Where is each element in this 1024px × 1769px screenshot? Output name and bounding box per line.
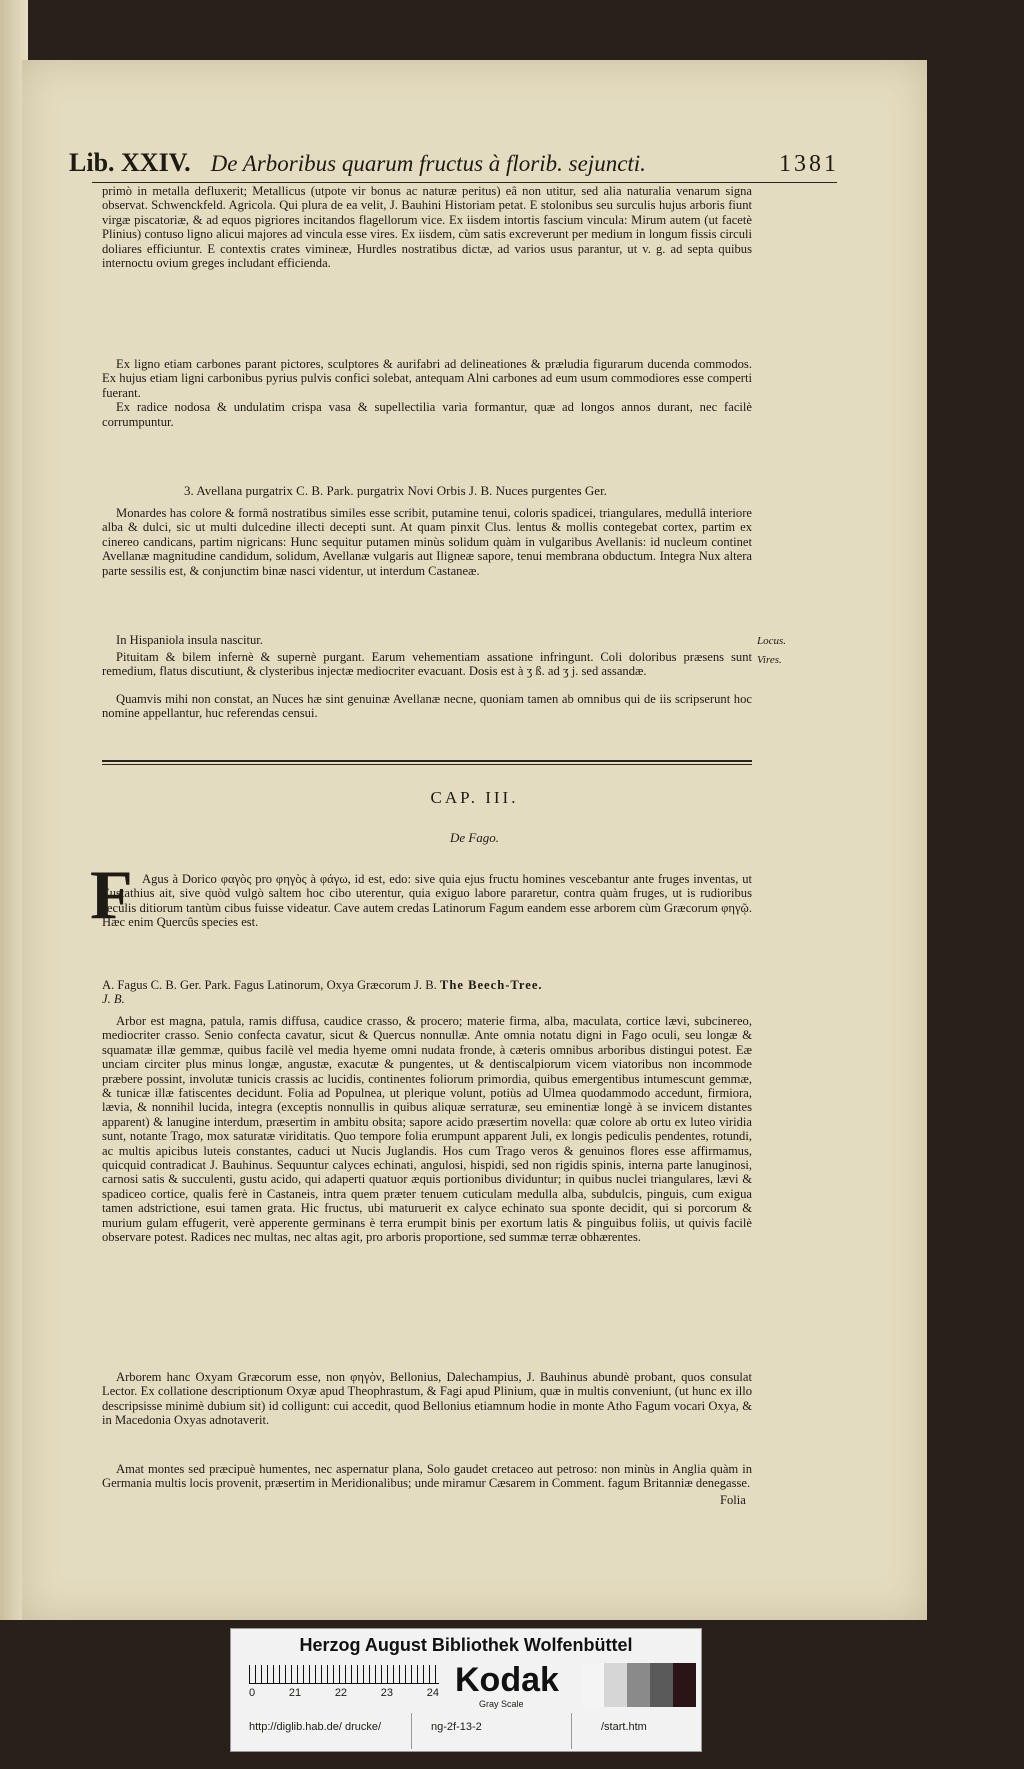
paragraph: Amat montes sed præcipuè humentes, nec aspernatur plana, Solo gaudet cretaceo aut petroso: non minùs in Anglia quàm in Germania multis locis provenit, præsertim in Meridionalibus; unde miramur Cæsarem in Comment. fagum Britanniæ denegasse. xyxy=(102,1462,752,1491)
running-title: De Arboribus quarum fructus à florib. sejuncti. xyxy=(210,151,646,176)
margin-note-locus: Locus. xyxy=(757,635,787,647)
tick-label: 21 xyxy=(288,1687,302,1699)
tick-label: 0 xyxy=(249,1687,256,1699)
paragraph: Arborem hanc Oxyam Græcorum esse, non φηγὸν, Bellonius, Dalechampius, J. Bauhinus abundè probant, quos consulat Lector. Ex collatione descriptionum Oxyæ apud Theophrastum, & Fagi apud Plinium, quæ in multis conveniunt, (ut hunc ex illo descripsisse minimè dubium sit) id colligunt: cui accedit, quod Bellonius etiamnum hodie in monte Atho Fagum vocari Oxya, & in Macedonia Oxyas adnotaverit. xyxy=(102,1370,752,1428)
library-name: Herzog August Bibliothek Wolfenbüttel xyxy=(299,1635,633,1655)
gray-patch xyxy=(627,1663,650,1707)
shelfmark: ng-2f-13-2 xyxy=(431,1721,482,1733)
paragraph: Agus à Dorico φαγὸς pro φηγὸς à φάγω, id est, edo: sive quia ejus fructu homines vescebantur ante fruges inventas, ut Eustathius ait, sive quòd vulgò saltem hoc cibo uterentur, quia exiguo labore pararetur, contra quàm fruges, ut is rudioribus seculis ditiorum tantùm cibus fuisse videatur. Cave autem credas Latinorum Fagum eandem esse arborem cùm Græcorum φηγῷ. Hæc enim Quercûs species est. xyxy=(102,872,752,930)
margin-note-vires: Vires. xyxy=(757,654,782,666)
english-name: The Beech-Tree. xyxy=(439,978,543,992)
url-text: http://diglib.hab.de/ drucke/ xyxy=(249,1721,382,1733)
ruler xyxy=(249,1665,439,1684)
gray-patch xyxy=(650,1663,673,1707)
paragraph: In Hispaniola insula nascitur. xyxy=(116,633,263,647)
kodak-logo: Kodak xyxy=(455,1661,559,1699)
tick-label: 22 xyxy=(334,1687,348,1699)
paragraph: Monardes has colore & formâ nostratibus similes esse scribit, putamine tenui, coloris spadicei, triangulares, medullâ interiore alba & dulci, sic ut multi dulcedine illecti decepti sunt. At quam pinxit Clus. lentus & mollis contegebat cortex, partim ex cinereo candicans, partim nigricans: Hunc sequitur putamen minùs solidum quàm in vulgaribus Avellanis: id nucleum continet Avellanæ magnitudine candidum, solidum, Avellanæ vulgaris aut Iligneæ sapore, tenui membrana obductum. Integra Nux altera parte sessilis est, & conjunctim binæ nasci videntur, ut interdum Castaneæ. xyxy=(102,506,752,578)
chapter-subtitle: De Fago. xyxy=(449,830,500,845)
species-heading: 3. Avellana purgatrix C. B. Park. purgatrix Novi Orbis J. B. Nuces purgentes Ger. xyxy=(184,483,607,498)
paragraph: primò in metalla defluxerit; Metallicus (utpote vir bonus ac naturæ peritus) eâ non utitur, sed alia naturalia venarum signa observat. Schwenckfeld. Agricola. Qui plura de ea velit, J. Bauhini Historiam petat. E stolonibus seu surculis hujus arboris fiunt virgæ piscatoriæ, & ad equos pigriores incitandos flagellorum vice. Ex iisdem intortis fascium vincula: Mirum autem (ut facetè Plinius) contuso ligno alicui majores ad vincula esse vires. Ex iisdem, cùm satis excreverunt per medium in longum fissis circuli doliares efficiuntur. E contextis crates vimineæ, Hurdles nostratibus dictæ, ad varios usus parantur, ut v. g. ad septa quibus internoctu ovium greges includant efficienda. xyxy=(102,184,752,271)
paragraph-text: Ex ligno etiam carbones parant pictores, sculptores & aurifabri ad delineationes & præludia figurarum ducenda commodos. Ex hujus etiam ligni carbonibus pyrius pulvis confici solebat, antequam Alni carbones ad eum usum commodiores esse comperti fuerant. xyxy=(102,357,752,400)
running-header xyxy=(69,148,839,178)
author-abbrev: J. B. xyxy=(102,992,125,1007)
paragraph: Quamvis mihi non constat, an Nuces hæ sint genuinæ Avellanæ necne, quoniam tamen ab omnibus qui de iis scripserunt hoc nomine appellantur, huc referendas censui. xyxy=(102,692,752,721)
ruler-ticks xyxy=(249,1687,439,1699)
section-rule xyxy=(102,764,752,765)
paragraph-text: Ex radice nodosa & undulatim crispa vasa & supellectilia varia formantur, quæ ad longos annos durant, nec facilè corrumpuntur. xyxy=(102,400,752,429)
gray-patch xyxy=(673,1663,696,1707)
divider xyxy=(571,1713,572,1749)
tick-label: 24 xyxy=(426,1687,439,1699)
start-link-text: /start.htm xyxy=(601,1721,647,1733)
drop-cap: F xyxy=(90,857,133,934)
paragraph: Arbor est magna, patula, ramis diffusa, caudice crasso, & procero; materie firma, alba, maculata, cortice lævi, subcinereo, mediocriter crasso. Senio confecta cavatur, sicut & Quercus nonnullæ. Ante omnia notatu digni in Fago oculi, seu longæ & squamatæ illæ gemmæ, quibus facilè vel media hyeme omni nudata fronde, à cæteris omnibus arboribus distingui potest. Eæ unciam circiter plus minus longæ, angustæ, exacutæ & pungentes, ut & dentiscalpiorum vicem viatoribus non incommode præbere possint, involutæ tunicis crassis ac lucidis, continentes foliorum primordia, quibus emergentibus intumescunt gemmæ, & tunicæ illæ fatiscentes decidunt. Folia ad Populnea, ut plerique volunt, potiùs ad Ulmea quodammodo accedunt, firmiora, lævia, & nonnihil lucida, integra (exceptis nonnullis in quibus aliquæ serraturæ, seu eminentiæ longè à se invicem distantes apparent) & lanugine interdum, præsertim in ambitu obsita; sapore acido præsertim novella: quæ colore ab ortu ex luteo viridia sunt, notante Trago, mox saturatæ viriditatis. Quo tempore folia erumpunt apparent Juli, ex longis pediculis pendentes, rotundi, ac multis apicibus luteis constantes, caduci ut Nucis Juglandis. Hos cum Trago veros & genuinos flores esse affirmamus, quicquid contradicat J. Bauhinus. Sequuntur calyces echinati, angulosi, hispidi, sed non rigidis spinis, interna parte lanuginosi, carnosi satis & succulenti, gustu acido, qui adaperti quatuor æquis portionibus dividuntur; in quibus nuclei triangulares, lævi & spadiceo cortice, qualis ferè in Castaneis, intra quem præter tenuem cuticulam medulla alba, subdulcis, pinguis, cum exigua tamen adstrictione, esui tamen grata. Hic fructus, ubi maturuerit ex calyce echinato sua sponte decidit, qui si porcorum & murium gulam effugerit, verè apperente germinans è terra erumpit binis per exortum latis & pinguibus foliis, ut quivis facilè observare potest. Radices nec multas, nec altas agit, pro arboris proportione, sed summæ terræ obhærentes. xyxy=(102,1014,752,1245)
gray-scale-label: Gray Scale xyxy=(479,1699,524,1709)
paragraph: Pituitam & bilem infernè & supernè purgant. Earum vehementiam assatione infringunt. Coli doloribus præsens sunt remedium, flatus discutiunt, & clysteribus injectæ mediocriter evacuant. Dosis est à ʒ ß. ad ʒ j. sed assandæ. xyxy=(102,650,752,679)
book-page xyxy=(22,60,927,1620)
tick-label: 23 xyxy=(380,1687,394,1699)
chapter-heading: CAP. III. xyxy=(430,788,519,807)
divider xyxy=(411,1713,412,1749)
scan-target-card xyxy=(230,1628,702,1752)
species-heading xyxy=(102,978,752,1007)
species-name: A. Fagus C. B. Ger. Park. Fagus Latinorum, Oxya Græcorum J. B. xyxy=(102,978,437,992)
header-rule xyxy=(92,182,837,183)
gray-patch xyxy=(604,1663,627,1707)
book-number: Lib. XXIV. xyxy=(69,148,191,177)
page-number: 1381 xyxy=(779,151,839,177)
section-rule xyxy=(102,760,752,762)
paragraph xyxy=(102,357,752,429)
catchword: Folia xyxy=(720,1493,746,1507)
gray-patch xyxy=(581,1663,604,1707)
